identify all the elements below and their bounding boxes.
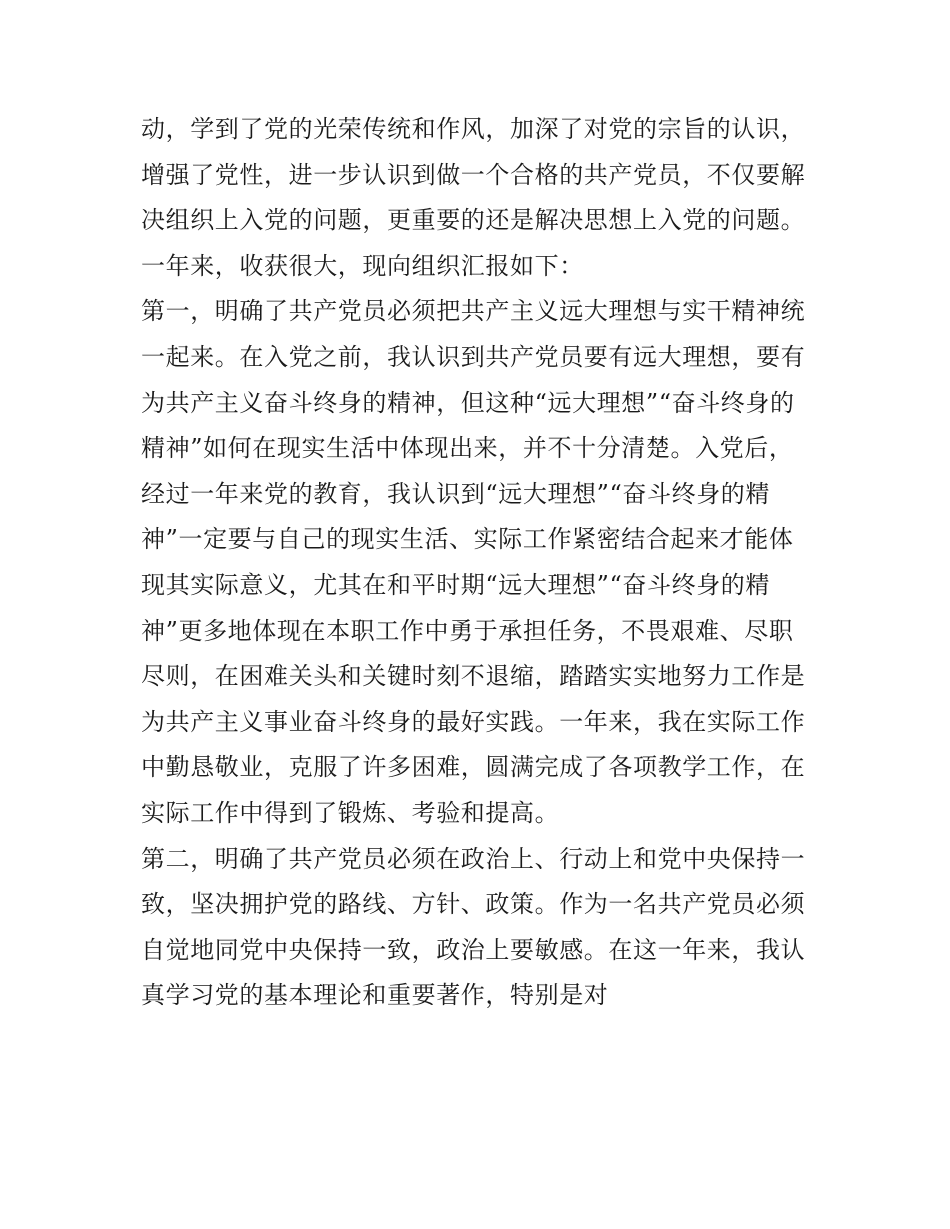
text-line: 中勤恳敬业，克服了许多困难，圆满完成了各项教学工作，在 (141, 753, 806, 782)
text-line: 为共产主义事业奋斗终身的最好实践。一年来，我在实际工作 (141, 707, 806, 736)
text-line: 精神”如何在现实生活中体现出来，并不十分清楚。入党后， (141, 434, 794, 463)
text-line: 动，学到了党的光荣传统和作风，加深了对党的宗旨的认识， (141, 115, 806, 143)
text-line: 自觉地同党中央保持一致，政治上要敏感。在这一年来，我认 (141, 935, 806, 964)
text-line: 一年来，收获很大，现向组织汇报如下： (141, 251, 584, 280)
text-line: 实际工作中得到了锻炼、考验和提高。 (141, 798, 560, 827)
text-line: 第一，明确了共产党员必须把共产主义远大理想与实干精神统 (141, 297, 806, 326)
text-line: 增强了党性，进一步认识到做一个合格的共产党员，不仅要解 (141, 160, 806, 189)
text-line: 尽则，在困难关头和关键时刻不退缩，踏踏实实地努力工作是 (141, 662, 806, 691)
text-line: 决组织上入党的问题，更重要的还是解决思想上入党的问题。 (141, 206, 806, 235)
text-line: 经过一年来党的教育，我认识到“远大理想”“奋斗终身的精 (141, 479, 771, 508)
text-line: 为共产主义奋斗终身的精神，但这种“远大理想”“奋斗终身的 (141, 388, 795, 417)
text-line: 致，坚决拥护党的路线、方针、政策。作为一名共产党员必须 (141, 890, 806, 919)
text-line: 现其实际意义，尤其在和平时期“远大理想”“奋斗终身的精 (141, 570, 771, 599)
text-line: 一起来。在入党之前，我认识到共产党员要有远大理想，要有 (141, 342, 806, 371)
text-line: 真学习党的基本理论和重要著作，特别是对 (141, 981, 609, 1010)
text-line: 神”更多地体现在本职工作中勇于承担任务，不畏艰难、尽职 (141, 616, 794, 645)
text-line: 第二，明确了共产党员必须在政治上、行动上和党中央保持一 (141, 844, 806, 873)
text-line: 神”一定要与自己的现实生活、实际工作紧密结合起来才能体 (141, 525, 794, 554)
document-body (141, 107, 821, 1019)
